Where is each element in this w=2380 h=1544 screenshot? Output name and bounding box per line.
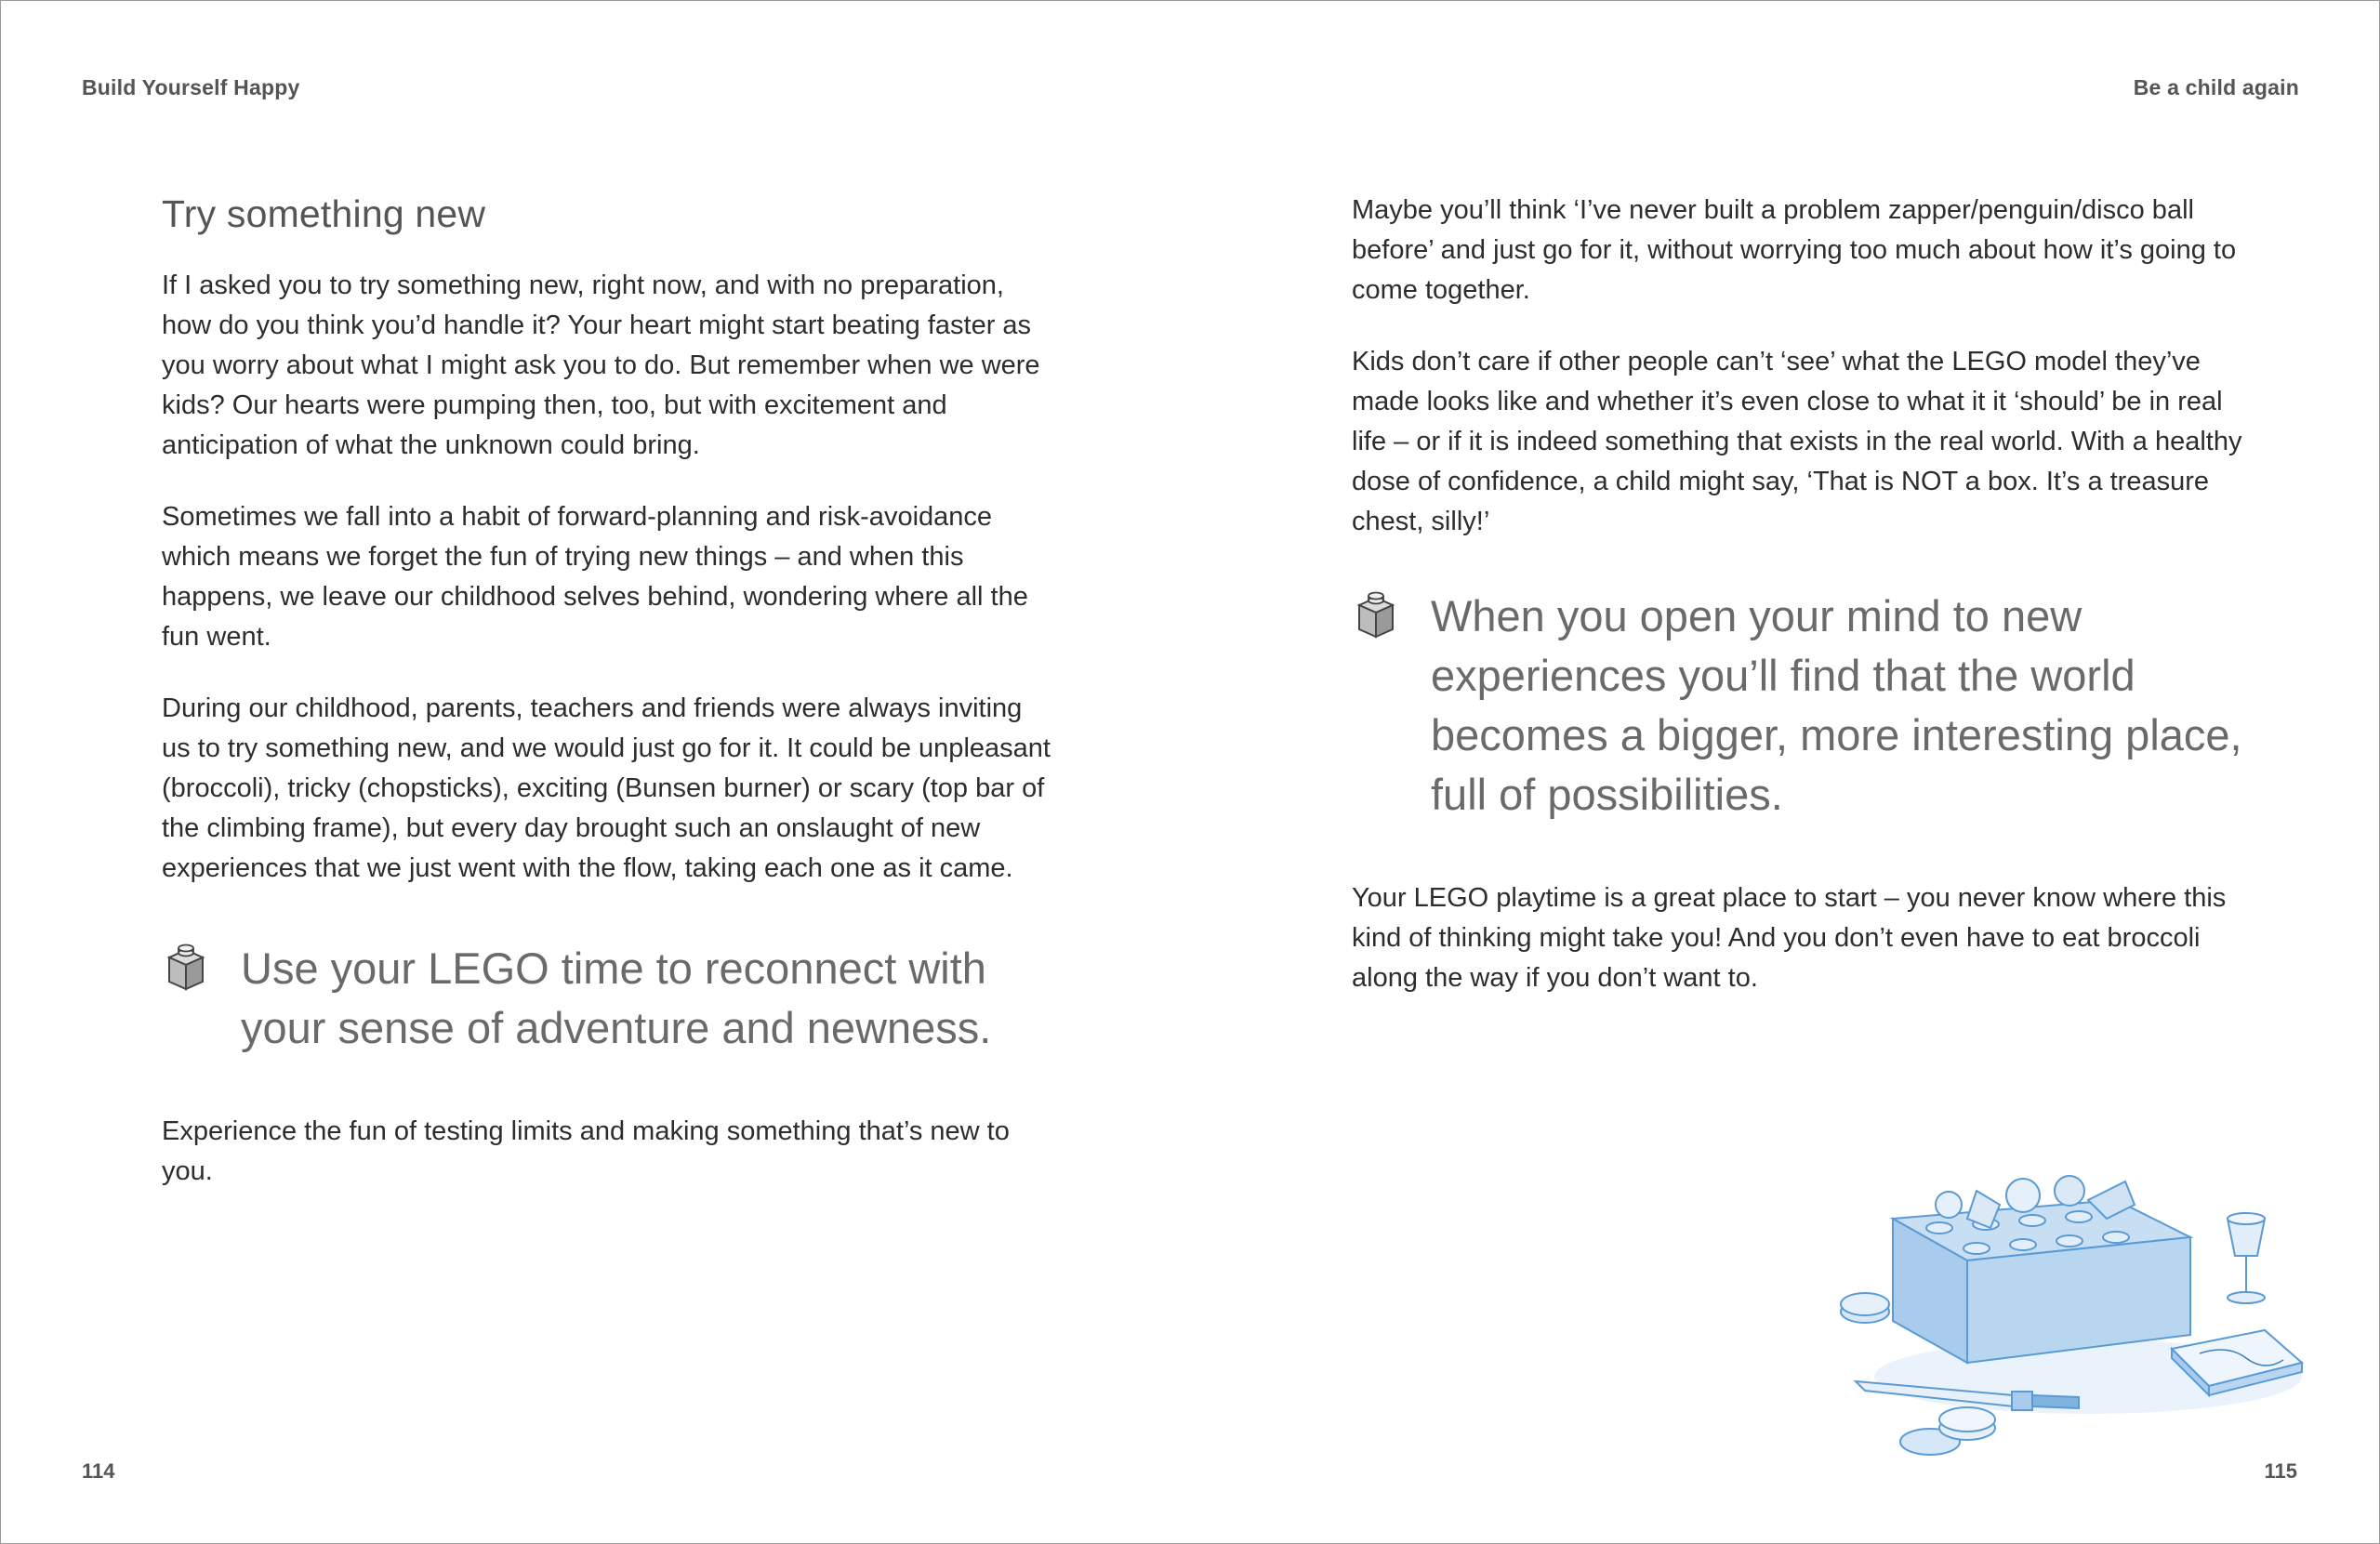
left-page-content (162, 192, 1054, 1223)
page-number-left: 114 (82, 1459, 115, 1483)
treasure-chest-illustration (1837, 1163, 2320, 1479)
pull-quote (1352, 587, 2249, 825)
running-head-book-title: Build Yourself Happy (82, 75, 300, 99)
body-paragraph: If I asked you to try something new, right now, and with no preparation, how do you think you’d handle it? Your heart might start beating faster as you worry about what I might ask you to do. But remember when we were kids? Our hearts were pumping then, too, but with excitement and anticipation of what the unknown could bring. (162, 271, 1040, 460)
pull-quote (162, 939, 1003, 1058)
body-paragraph: Maybe you’ll think ‘I’ve never built a problem zapper/penguin/disco ball before’ and just go for it, without worrying too much about how it’s going to come together. (1352, 195, 2237, 305)
body-paragraph: Your LEGO playtime is a great place to start – you never know where this kind of thinking might take you! And you don’t even have to eat broccoli along the way if you don’t want to. (1352, 883, 2227, 993)
lego-brick-icon (1352, 587, 1400, 640)
pull-quote-text: When you open your mind to new experiences you’ll find that the world becomes a bigger, more interesting place, full of possibilities. (1431, 591, 2242, 819)
running-head-chapter-title: Be a child again (2133, 75, 2299, 99)
page-number-right: 115 (2264, 1459, 2297, 1483)
right-page-content (1352, 191, 2244, 1030)
body-paragraph: Experience the fun of testing limits and making something that’s new to you. (162, 1116, 1010, 1186)
body-paragraph: During our childhood, parents, teachers and friends were always inviting us to try something new, and we would just go for it. It could be unpleasant (broccoli), tricky (chopsticks), exciting (Bunsen burner) or scary (top bar of the climbing frame), but every day brought such an onslaught of new experiences that we just went with the flow, taking each one as it came. (162, 693, 1051, 883)
body-paragraph: Sometimes we fall into a habit of forward-planning and risk-avoidance which means we forget the fun of trying new things – and when this happens, we leave our childhood selves behind, wondering where all the fun went. (162, 502, 1028, 652)
pull-quote-text: Use your LEGO time to reconnect with your sense of adventure and newness. (241, 944, 992, 1052)
body-paragraph: Kids don’t care if other people can’t ‘see’ what the LEGO model they’ve made looks like and whether it’s even close to what it it ‘should’ be in real life – or if it is indeed something that exists in the real world. With a healthy dose of confidence, a child might say, ‘That is NOT a box. It’s a treasure chest, silly!’ (1352, 347, 2242, 536)
section-heading: Try something new (162, 192, 486, 235)
lego-brick-icon (162, 939, 210, 993)
